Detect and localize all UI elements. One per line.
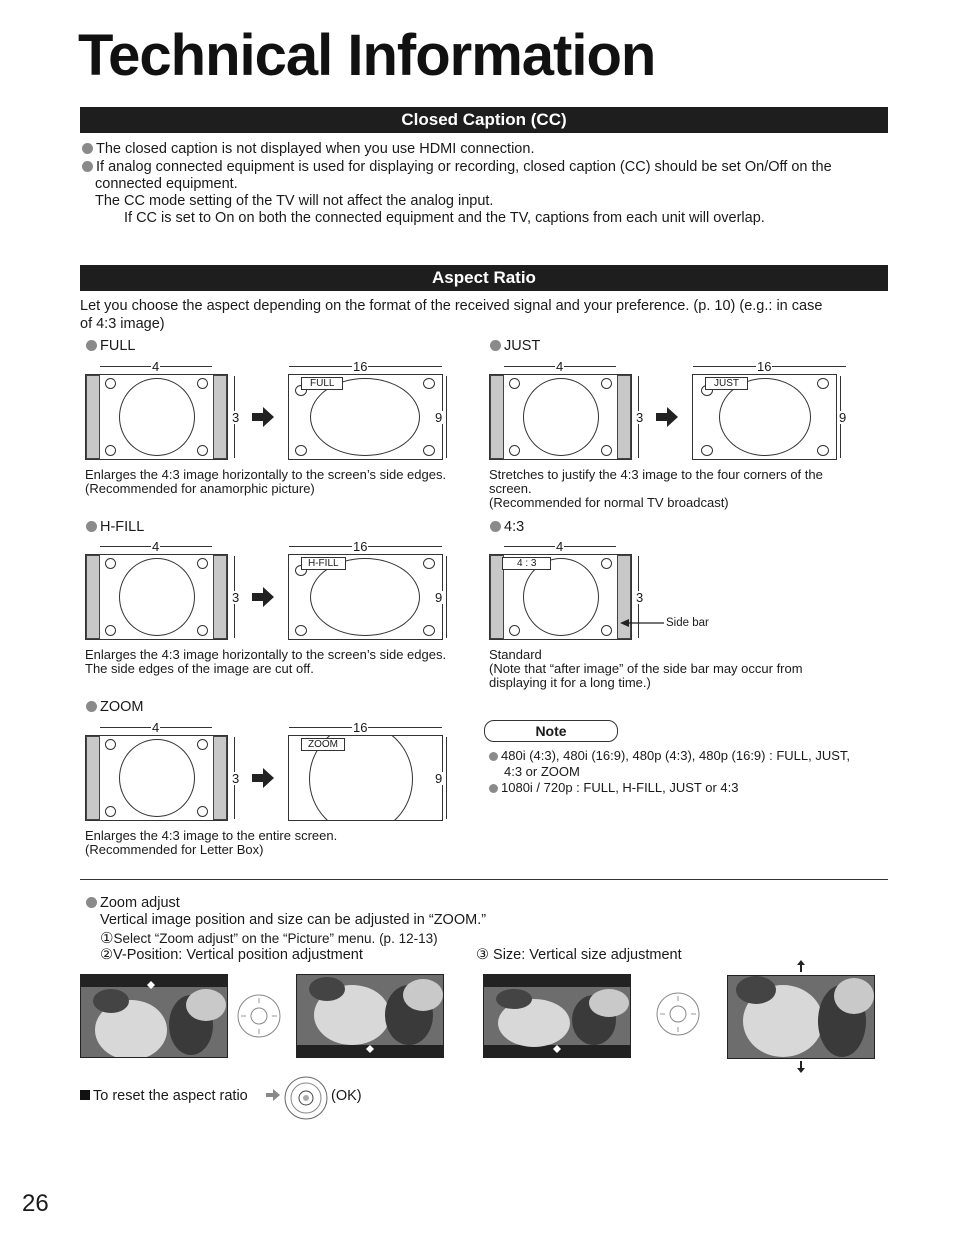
corner-circle [509, 625, 520, 636]
side-bar [490, 375, 504, 459]
dimension-label-16: 16 [757, 359, 772, 374]
bullet-dot-icon [86, 340, 97, 351]
zoom-adjust-description: Vertical image position and size can be adjusted in “ZOOM.” [100, 912, 487, 928]
result-screen-16-9 [288, 554, 443, 640]
dimension-line [446, 556, 447, 638]
corner-circle [105, 558, 116, 569]
circle-shape [119, 558, 195, 636]
up-arrow-icon [796, 960, 806, 972]
dimension-label-9: 9 [839, 410, 847, 425]
reset-aspect-ratio: To reset the aspect ratio [80, 1088, 248, 1105]
remote-navigation-pad-icon [656, 992, 700, 1041]
corner-ellipse [423, 558, 435, 569]
side-bar [86, 736, 100, 820]
aspect-intro: Let you choose the aspect depending on the format of the received signal and your preference. (p. 10) (e.g.: in case [80, 298, 823, 314]
mode-label-4-3: 4:3 [490, 519, 524, 536]
side-bar-label: Side bar [666, 617, 709, 629]
dimension-label-16: 16 [353, 359, 368, 374]
zoom-description-note: (Recommended for Letter Box) [85, 842, 264, 857]
bullet-dot-icon [489, 752, 498, 761]
corner-circle [509, 445, 520, 456]
mode-label-full: FULL [86, 338, 135, 355]
aspect-intro-cont: of 4:3 image) [80, 316, 165, 332]
mode-label-hfill: H-FILL [86, 519, 144, 536]
mode-tag-4-3: 4 : 3 [502, 557, 551, 570]
side-bar [213, 375, 227, 459]
remote-navigation-pad-icon [237, 994, 281, 1043]
cc-bullet-2-cont: connected equipment. [95, 176, 238, 192]
circle-shape [523, 378, 599, 456]
mode-tag-zoom: ZOOM [301, 738, 345, 751]
right-arrow-icon [656, 407, 678, 427]
down-arrow-icon [796, 1061, 806, 1073]
side-bar [213, 736, 227, 820]
closed-caption-header: Closed Caption (CC) [80, 107, 888, 133]
mode-tag-full: FULL [301, 377, 343, 390]
ok-label: (OK) [331, 1088, 362, 1104]
side-bar [213, 555, 227, 639]
source-screen-4-3 [85, 374, 228, 460]
note-item-2: 1080i / 720p : FULL, H-FILL, JUST or 4:3 [489, 781, 739, 795]
zoom-description: Enlarges the 4:3 image to the entire screen. [85, 828, 338, 843]
dimension-label-3: 3 [232, 590, 240, 605]
zoom-photo-before-size [483, 974, 631, 1058]
dimension-label-3: 3 [636, 410, 644, 425]
dimension-label-4: 4 [556, 539, 564, 554]
aspect-ratio-header: Aspect Ratio [80, 265, 888, 291]
dimension-label-4: 4 [152, 720, 160, 735]
cc-line-3: The CC mode setting of the TV will not affect the analog input. [95, 193, 494, 209]
bullet-dot-icon [86, 701, 97, 712]
page-title: Technical Information [78, 23, 656, 88]
square-bullet-icon [80, 1090, 90, 1100]
full-description: Enlarges the 4:3 image horizontally to the screen’s side edges. [85, 467, 447, 482]
mode-label-just: JUST [490, 338, 540, 355]
mode-tag-just: JUST [705, 377, 748, 390]
corner-ellipse [295, 445, 307, 456]
cc-line-4: If CC is set to On on both the connected equipment and the TV, captions from each unit will overlap. [124, 210, 765, 226]
corner-circle [601, 558, 612, 569]
corner-ellipse [817, 378, 829, 389]
zoom-adjust-step-2: ②V-Position: Vertical position adjustment [100, 947, 363, 963]
dimension-label-4: 4 [152, 359, 160, 374]
full-description-note: (Recommended for anamorphic picture) [85, 481, 315, 496]
dimension-label-3: 3 [232, 771, 240, 786]
zoom-adjust-title: Zoom adjust [86, 895, 180, 912]
corner-circle [105, 739, 116, 750]
bullet-dot-icon [490, 340, 501, 351]
zoom-adjust-step-1: ①Select “Zoom adjust” on the “Picture” menu. (p. 12-13) [100, 930, 438, 947]
mode-label-zoom: ZOOM [86, 699, 144, 716]
corner-circle [197, 558, 208, 569]
cc-bullet-2: If analog connected equipment is used for displaying or recording, closed caption (CC) should be set On/Off on the [82, 159, 832, 176]
dimension-label-9: 9 [435, 410, 443, 425]
dimension-label-4: 4 [556, 359, 564, 374]
corner-circle [601, 445, 612, 456]
corner-ellipse [817, 445, 829, 456]
bullet-dot-icon [82, 161, 93, 172]
dimension-label-16: 16 [353, 720, 368, 735]
corner-circle [197, 625, 208, 636]
circle-shape [119, 378, 195, 456]
ratio-4-3-description-cont: (Note that “after image” of the side bar may occur from [489, 661, 803, 676]
source-screen-4-3 [85, 735, 228, 821]
corner-circle [197, 739, 208, 750]
side-bar [86, 555, 100, 639]
circle-shape [119, 739, 195, 817]
corner-ellipse [423, 445, 435, 456]
just-description-cont: screen. [489, 481, 532, 496]
bullet-dot-icon [86, 897, 97, 908]
ratio-4-3-description-cont2: displaying it for a long time.) [489, 675, 651, 690]
result-screen-16-9 [288, 735, 443, 821]
dimension-label-3: 3 [232, 410, 240, 425]
zoom-photo-before-position [80, 974, 228, 1058]
cc-bullet-1: The closed caption is not displayed when you use HDMI connection. [82, 141, 534, 158]
bullet-dot-icon [489, 784, 498, 793]
mode-tag-hfill: H-FILL [301, 557, 346, 570]
ok-button-icon [284, 1076, 328, 1125]
corner-circle [105, 445, 116, 456]
page-number: 26 [22, 1190, 49, 1217]
source-screen-4-3 [85, 554, 228, 640]
corner-circle [105, 378, 116, 389]
right-arrow-icon [252, 587, 274, 607]
just-description-note: (Recommended for normal TV broadcast) [489, 495, 729, 510]
dimension-label-9: 9 [435, 590, 443, 605]
zoom-photo-after-size [727, 975, 875, 1059]
dimension-label-3: 3 [636, 590, 644, 605]
bullet-dot-icon [86, 521, 97, 532]
bullet-dot-icon [82, 143, 93, 154]
corner-circle [197, 445, 208, 456]
corner-circle [509, 378, 520, 389]
hfill-description-cont: The side edges of the image are cut off. [85, 661, 314, 676]
corner-circle [197, 378, 208, 389]
just-description: Stretches to justify the 4:3 image to the four corners of the [489, 467, 823, 482]
result-screen-16-9 [288, 374, 443, 460]
screen-4-3 [489, 554, 632, 640]
right-arrow-icon [266, 1089, 280, 1101]
corner-ellipse [295, 625, 307, 636]
ratio-4-3-description: Standard [489, 647, 542, 662]
pointer-arrow-icon [620, 616, 664, 630]
bullet-dot-icon [490, 521, 501, 532]
right-arrow-icon [252, 407, 274, 427]
corner-circle [105, 625, 116, 636]
dimension-label-9: 9 [435, 771, 443, 786]
corner-circle [105, 806, 116, 817]
corner-circle [601, 625, 612, 636]
dimension-label-4: 4 [152, 539, 160, 554]
result-screen-16-9 [692, 374, 837, 460]
note-item-1: 480i (4:3), 480i (16:9), 480p (4:3), 480p (16:9) : FULL, JUST, [489, 749, 850, 763]
corner-ellipse [423, 378, 435, 389]
section-divider [80, 879, 888, 880]
corner-ellipse [423, 625, 435, 636]
note-header: Note [484, 720, 618, 742]
zoom-photo-after-position [296, 974, 444, 1058]
note-item-1-cont: 4:3 or ZOOM [504, 764, 580, 779]
corner-ellipse [701, 445, 713, 456]
dimension-line [446, 737, 447, 819]
dimension-label-16: 16 [353, 539, 368, 554]
right-arrow-icon [252, 768, 274, 788]
zoom-adjust-step-3: ③ Size: Vertical size adjustment [476, 947, 682, 963]
dimension-line [446, 376, 447, 458]
side-bar [86, 375, 100, 459]
side-bar [617, 375, 631, 459]
corner-circle [601, 378, 612, 389]
corner-circle [197, 806, 208, 817]
source-screen-4-3 [489, 374, 632, 460]
hfill-description: Enlarges the 4:3 image horizontally to the screen’s side edges. [85, 647, 447, 662]
